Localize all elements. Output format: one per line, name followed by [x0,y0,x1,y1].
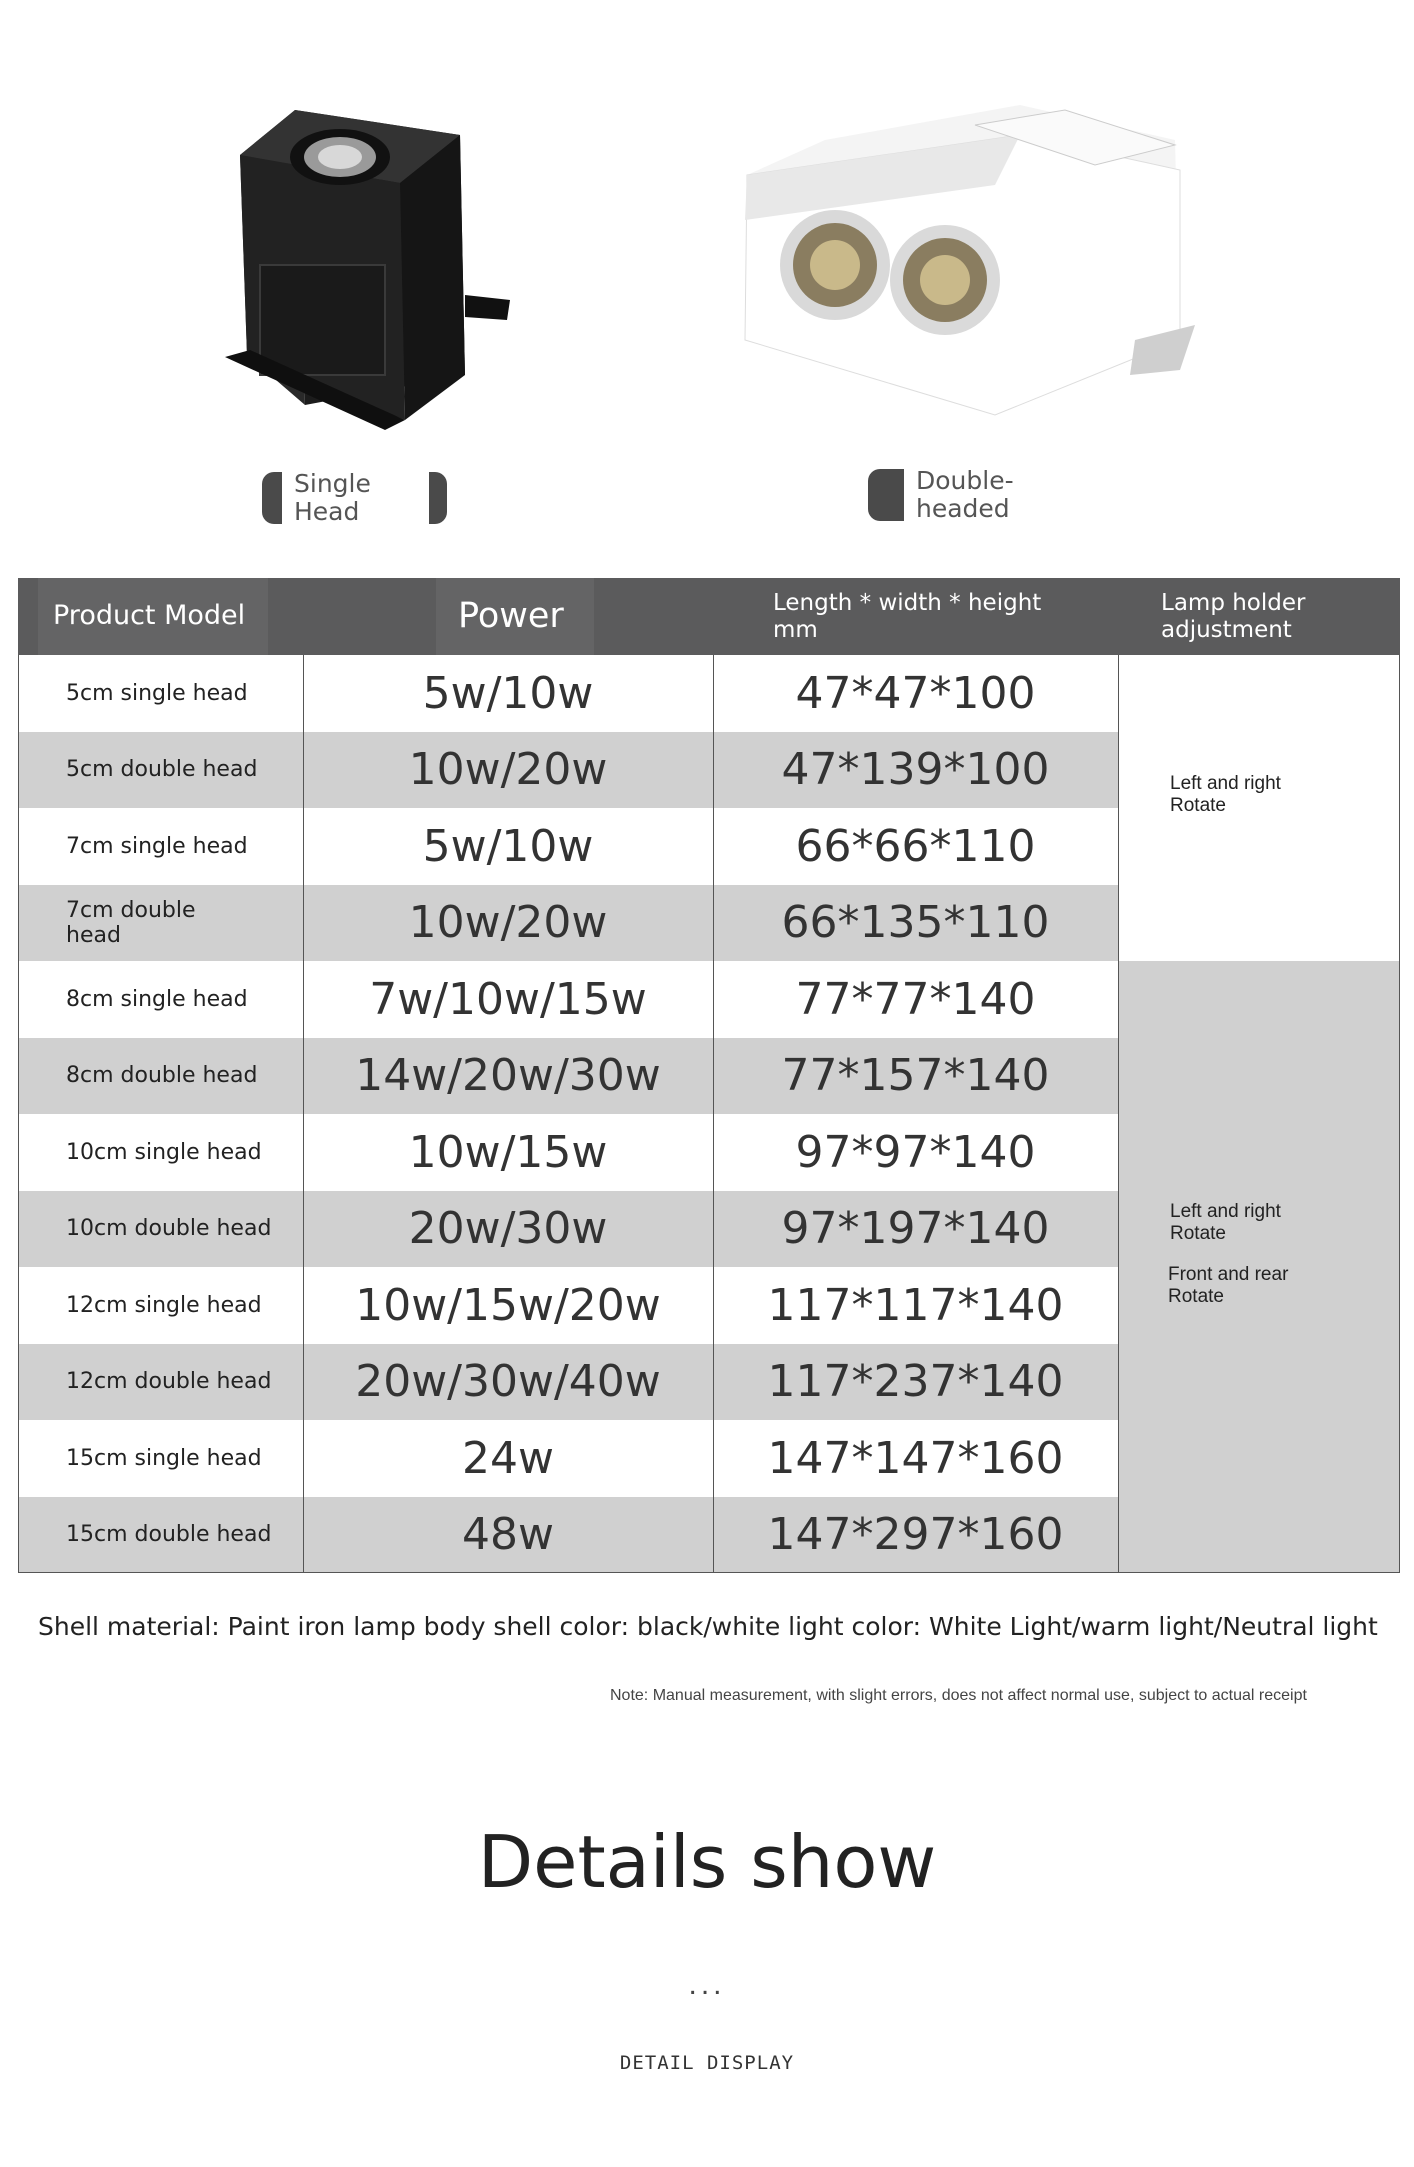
double-head-caption [868,467,1014,523]
power-cell: 10w/15w [408,1126,608,1178]
model-cell: 5cm double head [66,757,258,782]
power-cell: 10w/15w/20w [355,1279,661,1331]
header-power: Power [458,596,564,636]
measurement-note: Note: Manual measurement, with slight errors, does not affect normal use, subject to actual receipt [610,1687,1307,1704]
caption-marker-left [262,472,282,524]
table-row [18,1420,1118,1496]
model-cell: 15cm double head [66,1522,272,1547]
header-adjustment: Lamp holder adjustment [1161,590,1306,643]
power-cell: 10w/20w [408,744,608,795]
power-cell: 5w/10w [422,667,594,719]
power-cell: 7w/10w/15w [369,973,647,1025]
header-dimensions: Length * width * height mm [773,590,1042,643]
table-border-bottom [18,1572,1400,1573]
dimensions-cell: 47*139*100 [781,744,1050,795]
caption-marker-left [868,469,904,521]
double-head-lamp-image [735,100,1225,430]
dimensions-cell: 47*47*100 [795,667,1036,719]
column-divider [1118,655,1119,1573]
table-row [18,655,1118,731]
table-row [18,1497,1118,1573]
power-cell: 24w [462,1432,554,1484]
power-cell: 20w/30w/40w [355,1356,661,1407]
table-row [18,732,1118,808]
single-head-caption [262,470,447,526]
caption-marker-right [429,472,447,524]
column-divider [713,655,714,1573]
power-cell: 5w/10w [422,820,594,872]
dimensions-cell: 147*147*160 [767,1432,1064,1484]
table-border-left [18,655,19,1573]
model-cell: 12cm single head [66,1292,262,1318]
details-heading: Details show [477,1820,937,1904]
power-cell: 48w [462,1509,554,1560]
adjustment-bottom-text-1: Left and right Rotate [1170,1201,1281,1244]
dimensions-cell: 97*97*140 [795,1126,1036,1178]
dimensions-cell: 117*117*140 [767,1279,1064,1331]
dimensions-cell: 66*135*110 [781,897,1050,948]
model-cell: 7cm single head [66,833,248,859]
table-row [18,1114,1118,1190]
model-cell: 10cm double head [66,1216,272,1241]
single-head-caption-text: Single Head [294,469,371,526]
model-cell: 8cm double head [66,1063,258,1088]
model-cell: 5cm single head [66,680,248,706]
table-row [18,885,1118,961]
dimensions-cell: 97*197*140 [781,1203,1050,1254]
detail-display-subtitle: DETAIL DISPLAY [619,2052,795,2074]
material-spec-line: Shell material: Paint iron lamp body shell color: black/white light color: White Light/warm light/Neutral light [38,1612,1378,1641]
adjustment-bottom-text-2: Front and rear Rotate [1168,1264,1289,1307]
table-row [18,1267,1118,1343]
power-cell: 20w/30w [408,1203,608,1254]
model-cell: 8cm single head [66,986,248,1012]
model-cell: 15cm single head [66,1445,262,1471]
spec-table [18,578,1400,1573]
ellipsis-divider: ... [688,1968,726,2001]
adjustment-cell-top [1118,655,1400,961]
table-row [18,1191,1118,1267]
dimensions-cell: 77*77*140 [795,973,1036,1025]
model-cell: 12cm double head [66,1369,272,1394]
double-head-caption-text: Double- headed [916,466,1014,523]
adjustment-top-text: Left and right Rotate [1170,773,1281,816]
table-row [18,1038,1118,1114]
single-head-lamp-image [225,95,525,435]
adjustment-cell-bottom [1118,961,1400,1573]
dimensions-cell: 77*157*140 [781,1050,1050,1101]
table-border-right [1399,655,1400,1573]
dimensions-cell: 147*297*160 [767,1509,1064,1560]
power-cell: 14w/20w/30w [355,1050,661,1101]
dimensions-cell: 66*66*110 [795,820,1036,872]
header-product-model: Product Model [53,600,246,631]
model-cell: 10cm single head [66,1139,262,1165]
dimensions-cell: 117*237*140 [767,1356,1064,1407]
model-cell: 7cm double head [66,897,196,948]
table-row [18,1344,1118,1420]
column-divider [303,655,304,1573]
table-header [18,578,1400,655]
table-row [18,808,1118,884]
table-row [18,961,1118,1037]
power-cell: 10w/20w [408,897,608,948]
